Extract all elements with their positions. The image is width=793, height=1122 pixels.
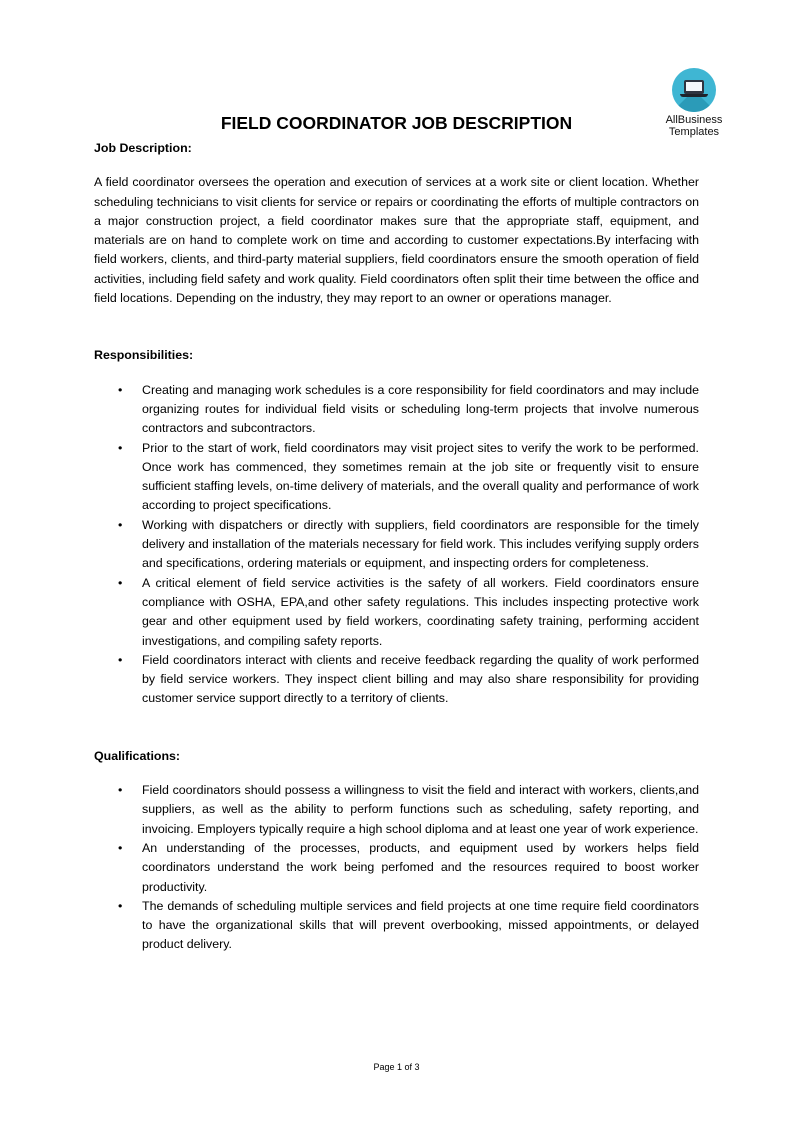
logo-text-line2: Templates	[668, 126, 720, 138]
bullet-icon: •	[118, 840, 123, 855]
responsibilities-list	[94, 381, 699, 709]
bullet-icon: •	[118, 783, 123, 798]
logo-text-line1: AllBusiness	[665, 114, 723, 126]
laptop-icon	[672, 68, 716, 112]
bullet-icon: •	[118, 575, 123, 590]
list-item: • Creating and managing work schedules is a core responsibility for field coordinators and may include organizing routes for individual field visits or scheduling long-term projects that involve numerous contractors and subcontractors.	[118, 382, 699, 436]
list-item: • Field coordinators should possess a willingness to visit the field and interact with workers, clients,and suppliers, as well as the ability to perform functions such as scheduling, safety reporting, and invoicing. Employers typically require a high school diploma and at least one year of work experience.	[118, 783, 699, 836]
responsibilities-heading: Responsibilities:	[94, 348, 194, 363]
list-item: • Working with dispatchers or directly with suppliers, field coordinators are responsible for the timely delivery and installation of the materials necessary for field work. This includes verifying supply orders and specifications, ordering materials or equipment, and inspecting orders for completeness.	[118, 517, 699, 571]
bullet-icon: •	[118, 517, 123, 532]
qualifications-list	[94, 781, 699, 955]
bullet-icon: •	[118, 652, 123, 667]
list-item: • Field coordinators interact with clients and receive feedback regarding the quality of work performed by field service workers. They inspect client billing and may also share responsibility for providing customer service support directly to a territory of clients.	[118, 652, 699, 706]
qualifications-heading: Qualifications:	[94, 748, 181, 763]
document-title: FIELD COORDINATOR JOB DESCRIPTION	[220, 113, 573, 133]
page-number: Page 1 of 3	[373, 1062, 420, 1072]
bullet-icon: •	[118, 440, 123, 455]
document-body	[94, 139, 699, 955]
list-item: • Prior to the start of work, field coordinators may visit project sites to verify the work to be performed. Once work has commenced, they sometimes remain at the job site or frequently visit to ensure sufficient staffing levels, on-time delivery of materials, and the overall quality and performance of work according to project specifications.	[118, 440, 699, 513]
list-item: • An understanding of the processes, products, and equipment used by workers helps field coordinators understand the work being perfomed and the resources required to boost worker productivity.	[118, 840, 699, 894]
job-description-heading: Job Description:	[94, 141, 192, 155]
list-item: • The demands of scheduling multiple services and field projects at one time require field coordinators to have the organizational skills that will prevent overbooking, missed appointments, or delayed product delivery.	[118, 898, 699, 952]
bullet-icon: •	[118, 898, 123, 913]
list-item: • A critical element of field service activities is the safety of all workers. Field coordinators ensure compliance with OSHA, EPA,and other safety regulations. This includes inspecting protective work gear and other equipment used by field workers, coordinating safety training, performing accident investigations, and compiling safety reports.	[118, 575, 699, 648]
bullet-icon: •	[118, 382, 123, 397]
job-description-paragraph: A field coordinator oversees the operation and execution of services at a work site or client location. Whether scheduling technicians to visit clients for service or repairs or coordinating the efforts of multiple contractors on a major construction project, a field coordinator makes sure that the appropriate staff, equipment, and materials are on hand to complete work on time and according to customer expectations.By interfacing with field workers, clients, and third-party material suppliers, field coordinators ensure the smooth operation of field activities, including field safety and work quality. Field coordinators often split their time between the office and field locations. Depending on the industry, they may report to an owner or operations manager.	[94, 175, 699, 306]
